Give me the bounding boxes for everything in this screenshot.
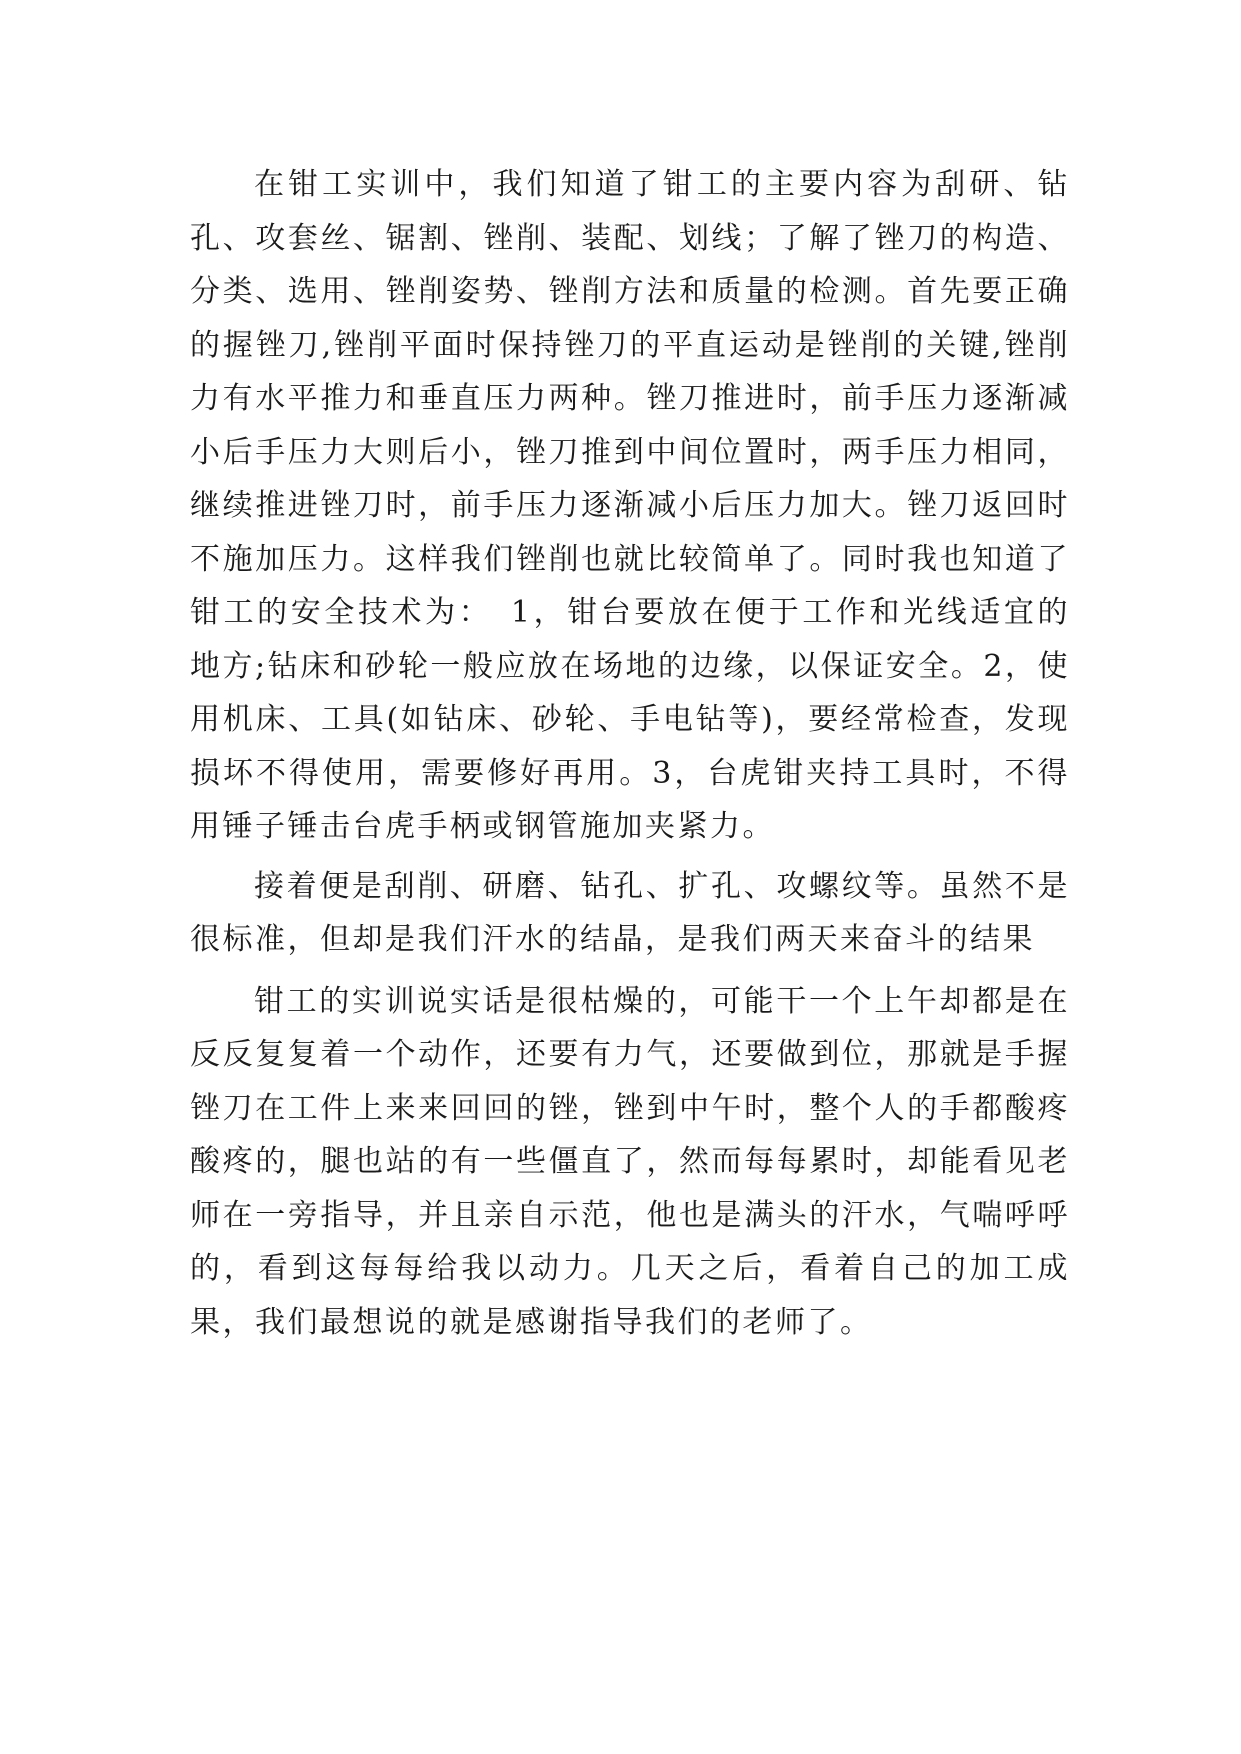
paragraph-filing-training: 在钳工实训中，我们知道了钳工的主要内容为刮研、钻孔、攻套丝、锯割、锉削、装配、划线；了解了锉刀的构造、分类、选用、锉削姿势、锉削方法和质量的检测。首先要正确的握锉刀,锉削平面时保持锉刀的平直运动是锉削的关键,锉削力有水平推力和垂直压力两种。锉刀推进时，前手压力逐渐减小后手压力大则后小，锉刀推到中间位置时，两手压力相同，继续推进锉刀时，前手压力逐渐减小后压力加大。锉刀返回时不施加压力。这样我们锉削也就比较简单了。同时我也知道了钳工的安全技术为： 1，钳台要放在便于工作和光线适宜的地方;钻床和砂轮一般应放在场地的边缘，以保证安全。2，使用机床、工具(如钻床、砂轮、手电钻等)，要经常检查，发现损坏不得使用，需要修好再用。3，台虎钳夹持工具时，不得用锤子锤击台虎手柄或钢管施加夹紧力。 bbox=[190, 167, 1070, 844]
paragraph-scraping-drilling: 接着便是刮削、研磨、钻孔、扩孔、攻螺纹等。虽然不是很标准，但却是我们汗水的结晶，是我们两天来奋斗的结果 bbox=[190, 868, 1070, 957]
document-body bbox=[190, 158, 1070, 1349]
paragraph-reflection: 钳工的实训说实话是很枯燥的，可能干一个上午却都是在反反复复着一个动作，还要有力气，还要做到位，那就是手握锉刀在工件上来来回回的锉，锉到中午时，整个人的手都酸疼酸疼的，腿也站的有一些僵直了，然而每每累时，却能看见老师在一旁指导，并且亲自示范，他也是满头的汗水，气喘呼呼的，看到这每每给我以动力。几天之后，看着自己的加工成果，我们最想说的就是感谢指导我们的老师了。 bbox=[190, 983, 1070, 1340]
